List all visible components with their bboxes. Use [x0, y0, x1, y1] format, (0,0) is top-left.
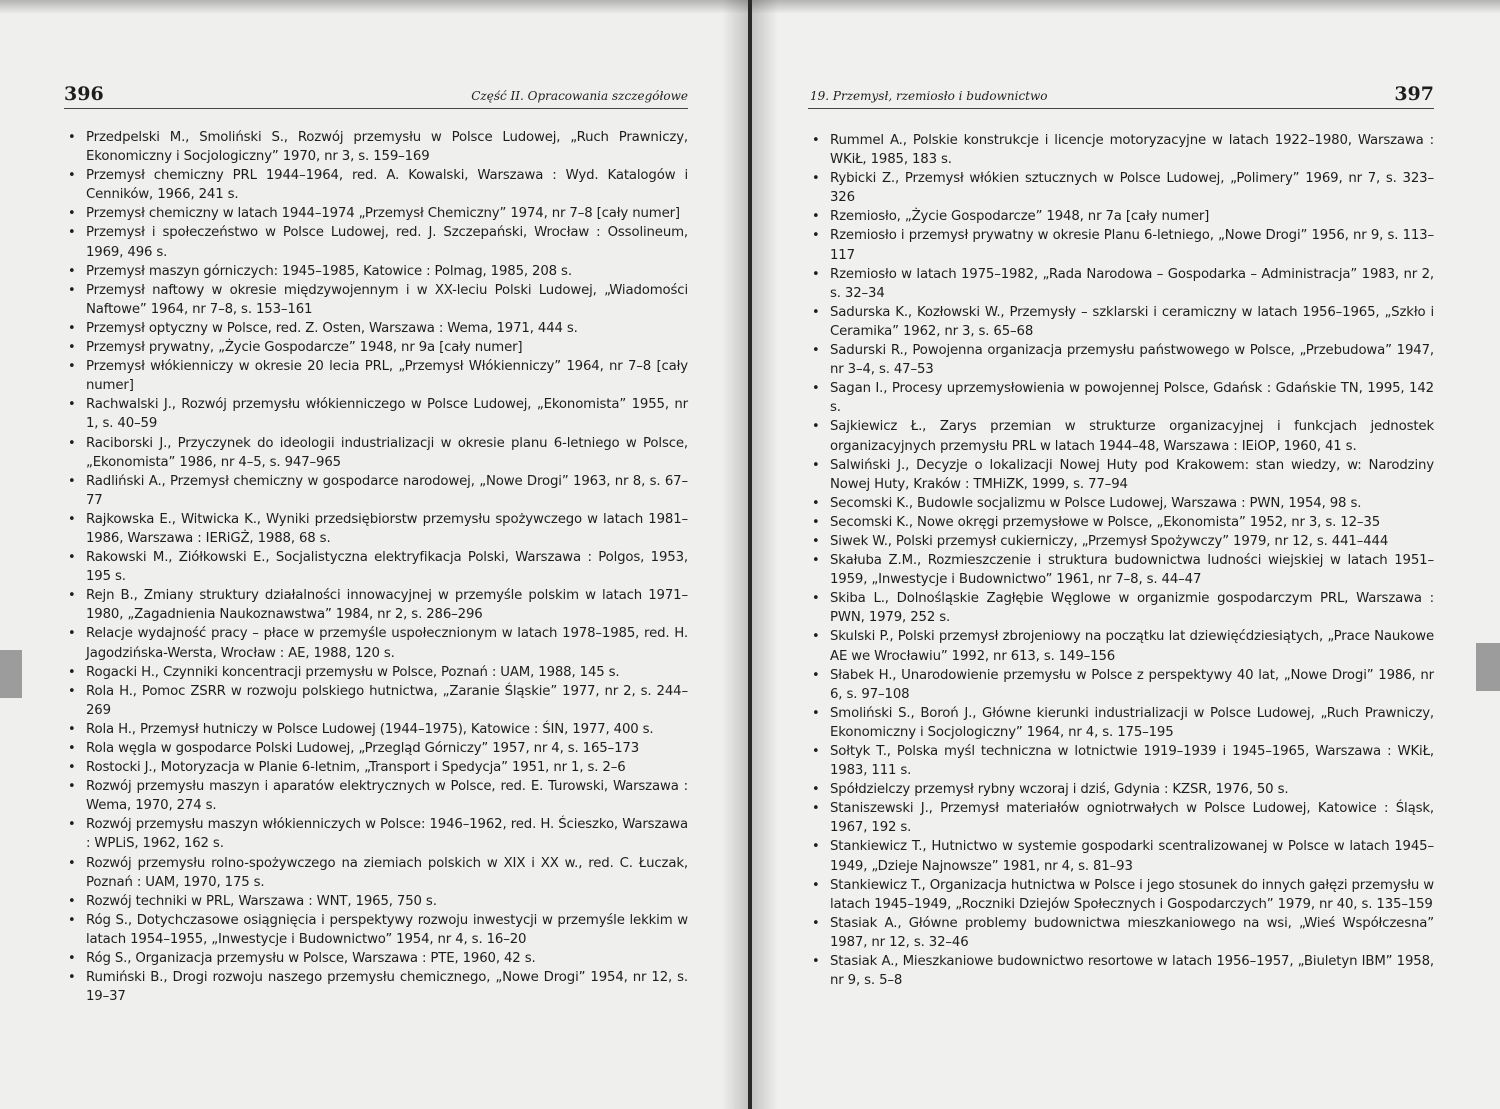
entry-text: Sagan I., Procesy uprzemysłowienia w powojennej Polsce, Gdańsk : Gdańskie TN, 1995, 142 s.: [830, 381, 1434, 416]
bibliography-entry: [808, 532, 1434, 551]
entry-text: Siwek W., Polski przemysł cukierniczy, „Przemysł Spożywczy” 1979, nr 12, s. 441–444: [830, 533, 1389, 549]
right-page: [752, 0, 1500, 1109]
bibliography-entry: [808, 131, 1434, 169]
entry-text: Rumiński B., Drogi rozwoju naszego przemysłu chemicznego, „Nowe Drogi” 1954, nr 12, s. 19–37: [86, 970, 688, 1005]
bullet-icon: •: [68, 721, 76, 737]
entry-text: Róg S., Dotychczasowe osiągnięcia i perspektywy rozwoju inwestycji w przemyśle lekkim w latach 1954–1955, „Inwestycje i Budownictwo” 1954, nr 4, s. 16–20: [86, 912, 688, 947]
bullet-icon: •: [812, 228, 820, 244]
bibliography-entry: [64, 586, 688, 624]
entry-text: Rola H., Przemysł hutniczy w Polsce Ludowej (1944–1975), Katowice : ŚIN, 1977, 400 s.: [86, 721, 654, 737]
bullet-icon: •: [812, 304, 820, 320]
bullet-icon: •: [812, 782, 820, 798]
bullet-icon: •: [68, 320, 76, 336]
bibliography-entry: [808, 780, 1434, 799]
entry-text: Rozwój techniki w PRL, Warszawa : WNT, 1965, 750 s.: [86, 893, 437, 909]
bullet-icon: •: [812, 343, 820, 359]
bibliography-entry: [64, 548, 688, 586]
bibliography-entry: [64, 949, 688, 968]
bibliography-entry: [808, 627, 1434, 665]
bullet-icon: •: [812, 591, 820, 607]
bullet-icon: •: [68, 282, 76, 298]
bibliography-entry: [808, 456, 1434, 494]
bullet-icon: •: [812, 801, 820, 817]
entry-text: Skulski P., Polski przemysł zbrojeniowy na początku lat dziewięćdziesiątych, „Prace Naukowe AE we Wrocławiu” 1992, nr 613, s. 149–156: [830, 629, 1434, 664]
entry-text: Rzemiosło, „Życie Gospodarcze” 1948, nr 7a [cały numer]: [830, 209, 1210, 225]
bullet-icon: •: [68, 626, 76, 642]
bibliography-entry: [808, 207, 1434, 226]
entry-text: Rozwój przemysłu maszyn i aparatów elektrycznych w Polsce, red. E. Turowski, Warszawa : Wema, 1970, 274 s.: [86, 779, 688, 814]
entry-text: Rzemiosło i przemysł prywatny w okresie Planu 6-letniego, „Nowe Drogi” 1956, nr 9, s. 113–117: [830, 228, 1434, 263]
bullet-icon: •: [68, 397, 76, 413]
bibliography-entry: [64, 472, 688, 510]
entry-text: Rzemiosło w latach 1975–1982, „Rada Narodowa – Gospodarka – Administracja” 1983, nr 2, s. 32–34: [830, 266, 1434, 301]
entry-text: Sadurski R., Powojenna organizacja przemysłu państwowego w Polsce, „Przebudowa” 1947, nr 3–4, s. 47–53: [830, 343, 1434, 378]
bullet-icon: •: [68, 550, 76, 566]
bullet-icon: •: [812, 954, 820, 970]
page-number: 396: [64, 83, 104, 105]
bullet-icon: •: [68, 473, 76, 489]
bibliography-entry: [808, 799, 1434, 837]
thumb-index-tab-left: [0, 650, 22, 698]
bibliography-list-left: [64, 128, 688, 1006]
bullet-icon: •: [68, 683, 76, 699]
left-page-header: [64, 78, 688, 109]
page-number: 397: [1394, 83, 1434, 105]
bullet-icon: •: [68, 912, 76, 928]
entry-text: Smoliński S., Boroń J., Główne kierunki industrializacji w Polsce Ludowej, „Ruch Prawniczy, Ekonomiczny i Socjologiczny” 1964, nr 4, s. 175–195: [830, 705, 1434, 740]
bibliography-entry: [64, 682, 688, 720]
entry-text: Stasiak A., Mieszkaniowe budownictwo resortowe w latach 1956–1957, „Biuletyn IBM” 1958, nr 9, s. 5–8: [830, 954, 1434, 989]
bullet-icon: •: [68, 970, 76, 986]
bullet-icon: •: [812, 209, 820, 225]
bullet-icon: •: [812, 133, 820, 148]
entry-text: Rola H., Pomoc ZSRR w rozwoju polskiego hutnictwa, „Zaranie Śląskie” 1977, nr 2, s. 244–269: [86, 683, 688, 718]
bullet-icon: •: [812, 266, 820, 282]
bullet-icon: •: [812, 419, 820, 435]
bullet-icon: •: [812, 705, 820, 721]
bullet-icon: •: [68, 263, 76, 279]
bullet-icon: •: [812, 839, 820, 855]
bibliography-entry: [808, 704, 1434, 742]
bullet-icon: •: [68, 741, 76, 756]
bibliography-entry: [64, 663, 688, 682]
entry-text: Sadurska K., Kozłowski W., Przemysły – szklarski i ceramiczny w latach 1956–1965, „Szkło i Ceramika” 1962, nr 3, s. 65–68: [830, 304, 1434, 339]
bibliography-entry: [64, 319, 688, 338]
entry-text: Relacje wydajność pracy – płace w przemyśle uspołecznionym w latach 1978–1985, red. H. Jagodzińska-Wersta, Wrocław : AE, 1988, 120 s.: [86, 626, 688, 661]
bibliography-entry: [64, 777, 688, 815]
bullet-icon: •: [68, 359, 76, 375]
entry-text: Rummel A., Polskie konstrukcje i licencje motoryzacyjne w latach 1922–1980, Warszawa : WKiŁ, 1985, 183 s.: [830, 133, 1434, 168]
bullet-icon: •: [68, 664, 76, 680]
entry-text: Rajkowska E., Witwicka K., Wyniki przedsiębiorstw przemysłu spożywczego w latach 1981–1986, Warszawa : IERiGŻ, 1988, 68 s.: [86, 511, 688, 546]
thumb-index-tab-right: [1476, 643, 1500, 691]
entry-text: Rachwalski J., Rozwój przemysłu włókienniczego w Polsce Ludowej, „Ekonomista” 1955, nr 1, s. 40–59: [86, 397, 688, 432]
entry-text: Staniszewski J., Przemysł materiałów ogniotrwałych w Polsce Ludowej, Katowice : Śląsk, 1967, 192 s.: [830, 801, 1434, 836]
bibliography-entry: [64, 395, 688, 433]
entry-text: Spółdzielczy przemysł rybny wczoraj i dziś, Gdynia : KZSR, 1976, 50 s.: [830, 782, 1289, 798]
right-page-header: [808, 78, 1434, 109]
bibliography-entry: [808, 666, 1434, 704]
bibliography-entry: [64, 854, 688, 892]
bullet-icon: •: [812, 553, 820, 569]
bibliography-entry: [64, 968, 688, 1006]
entry-text: Przemysł prywatny, „Życie Gospodarcze” 1948, nr 9a [cały numer]: [86, 340, 523, 356]
running-header: 19. Przemysł, rzemiosło i budownictwo: [810, 89, 1048, 103]
bullet-icon: •: [68, 951, 76, 967]
bullet-icon: •: [812, 533, 820, 549]
bibliography-entry: [64, 262, 688, 281]
bullet-icon: •: [812, 495, 820, 511]
entry-text: Rybicki Z., Przemysł włókien sztucznych w Polsce Ludowej, „Polimery” 1969, nr 7, s. 323–326: [830, 171, 1434, 206]
bibliography-entry: [64, 128, 688, 166]
entry-text: Radliński A., Przemysł chemiczny w gospodarce narodowej, „Nowe Drogi” 1963, nr 8, s. 67–77: [86, 473, 688, 508]
bibliography-entry: [64, 892, 688, 911]
bibliography-entry: [808, 169, 1434, 207]
entry-text: Skałuba Z.M., Rozmieszczenie i struktura budownictwa ludności wiejskiej w latach 1951–1959, „Inwestycje i Budownictwo” 1961, nr 7–8, s. 44–47: [830, 553, 1434, 588]
entry-text: Rejn B., Zmiany struktury działalności innowacyjnej w przemyśle polskim w latach 1971–1980, „Zagadnienia Naukoznawstwa” 1984, nr 2, s. 286–296: [86, 588, 688, 623]
entry-text: Rola węgla w gospodarce Polski Ludowej, „Przegląd Górniczy” 1957, nr 4, s. 165–173: [86, 741, 640, 756]
bibliography-entry: [64, 758, 688, 777]
bibliography-entry: [64, 510, 688, 548]
entry-text: Stankiewicz T., Hutnictwo w systemie gospodarki scentralizowanej w Polsce w latach 1945–1949, „Dzieje Najnowsze” 1981, nr 4, s. 81–93: [830, 839, 1434, 874]
bullet-icon: •: [68, 588, 76, 604]
gutter-shadow-left: [722, 0, 748, 1109]
running-header: Część II. Opracowania szczegółowe: [471, 89, 688, 103]
top-edge-shadow: [0, 0, 748, 14]
bullet-icon: •: [68, 760, 76, 776]
entry-text: Przemysł chemiczny w latach 1944–1974 „Przemysł Chemiczny” 1974, nr 7–8 [cały numer]: [86, 206, 680, 222]
entry-text: Raciborski J., Przyczynek do ideologii industrializacji w okresie planu 6-letniego w Polsce, „Ekonomista” 1986, nr 4–5, s. 947–965: [86, 435, 688, 470]
entry-text: Salwiński J., Decyzje o lokalizacji Nowej Huty pod Krakowem: stan wiedzy, w: Narodziny Nowej Huty, Kraków : TMHiZK, 1999, s. 77–94: [830, 457, 1434, 492]
bullet-icon: •: [812, 457, 820, 473]
bullet-icon: •: [68, 779, 76, 795]
bullet-icon: •: [812, 877, 820, 893]
bullet-icon: •: [68, 435, 76, 451]
bullet-icon: •: [68, 340, 76, 356]
entry-text: Przemysł optyczny w Polsce, red. Z. Osten, Warszawa : Wema, 1971, 444 s.: [86, 320, 578, 336]
entry-text: Skiba L., Dolnośląskie Zagłębie Węglowe w organizmie gospodarczym PRL, Warszawa : PWN, 1979, 252 s.: [830, 591, 1434, 626]
bibliography-entry: [808, 589, 1434, 627]
entry-text: Przemysł maszyn górniczych: 1945–1985, Katowice : Polmag, 1985, 208 s.: [86, 263, 572, 279]
bullet-icon: •: [812, 667, 820, 683]
bibliography-entry: [808, 341, 1434, 379]
bibliography-entry: [64, 338, 688, 357]
bibliography-list-right: [808, 131, 1434, 990]
bullet-icon: •: [68, 130, 76, 145]
left-page: [0, 0, 748, 1109]
bibliography-entry: [808, 494, 1434, 513]
entry-text: Rostocki J., Motoryzacja w Planie 6-letnim, „Transport i Spedycja” 1951, nr 1, s. 2–6: [86, 760, 626, 776]
bullet-icon: •: [68, 206, 76, 222]
entry-text: Przemysł i społeczeństwo w Polsce Ludowej, red. J. Szczepański, Wrocław : Ossolineum, 1969, 496 s.: [86, 225, 688, 260]
bibliography-entry: [808, 876, 1434, 914]
bullet-icon: •: [812, 629, 820, 645]
bullet-icon: •: [812, 171, 820, 187]
bullet-icon: •: [68, 855, 76, 871]
bullet-icon: •: [812, 744, 820, 759]
entry-text: Sołtyk T., Polska myśl techniczna w lotnictwie 1919–1939 i 1945–1965, Warszawa : WKiŁ, 1983, 111 s.: [830, 744, 1434, 779]
entry-text: Słabek H., Unarodowienie przemysłu w Polsce z perspektywy 40 lat, „Nowe Drogi” 1986, nr 6, s. 97–108: [830, 667, 1434, 702]
bibliography-entry: [64, 815, 688, 853]
bibliography-entry: [64, 204, 688, 223]
bibliography-entry: [64, 223, 688, 261]
bibliography-entry: [64, 624, 688, 662]
bibliography-entry: [808, 952, 1434, 990]
entry-text: Rogacki H., Czynniki koncentracji przemysłu w Polsce, Poznań : UAM, 1988, 145 s.: [86, 664, 620, 680]
bibliography-entry: [808, 417, 1434, 455]
bibliography-entry: [808, 914, 1434, 952]
bullet-icon: •: [68, 817, 76, 833]
entry-text: Przemysł naftowy w okresie międzywojennym i w XX-leciu Polski Ludowej, „Wiadomości Naftowe” 1964, nr 7–8, s. 153–161: [86, 282, 688, 317]
bibliography-entry: [64, 357, 688, 395]
bullet-icon: •: [68, 511, 76, 527]
entry-text: Przemysł włókienniczy w okresie 20 lecia PRL, „Przemysł Włókienniczy” 1964, nr 7–8 [cały numer]: [86, 359, 688, 394]
entry-text: Rakowski M., Ziółkowski E., Socjalistyczna elektryfikacja Polski, Warszawa : Polgos, 1953, 195 s.: [86, 550, 688, 585]
bibliography-entry: [808, 303, 1434, 341]
bibliography-entry: [64, 434, 688, 472]
bibliography-entry: [808, 226, 1434, 264]
entry-text: Stankiewicz T., Organizacja hutnictwa w Polsce i jego stosunek do innych gałęzi przemysłu w latach 1945–1949, „Roczniki Dziejów Społecznych i Gospodarczych” 1979, nr 40, s. 135–159: [830, 877, 1434, 912]
entry-text: Stasiak A., Główne problemy budownictwa mieszkaniowego na wsi, „Wieś Współczesna” 1987, nr 12, s. 32–46: [830, 915, 1434, 950]
bullet-icon: •: [68, 893, 76, 909]
entry-text: Secomski K., Budowle socjalizmu w Polsce Ludowej, Warszawa : PWN, 1954, 98 s.: [830, 495, 1362, 511]
bibliography-entry: [64, 720, 688, 739]
bullet-icon: •: [68, 225, 76, 241]
bibliography-entry: [808, 742, 1434, 780]
bibliography-entry: [808, 379, 1434, 417]
bullet-icon: •: [812, 381, 820, 397]
entry-text: Przemysł chemiczny PRL 1944–1964, red. A. Kowalski, Warszawa : Wyd. Katalogów i Cenników, 1966, 241 s.: [86, 168, 688, 203]
bibliography-entry: [808, 513, 1434, 532]
bibliography-entry: [808, 265, 1434, 303]
bullet-icon: •: [68, 168, 76, 184]
top-edge-shadow: [752, 0, 1500, 14]
bibliography-entry: [64, 166, 688, 204]
entry-text: Secomski K., Nowe okręgi przemysłowe w Polsce, „Ekonomista” 1952, nr 3, s. 12–35: [830, 514, 1381, 530]
bibliography-entry: [64, 281, 688, 319]
bibliography-entry: [64, 739, 688, 758]
bullet-icon: •: [812, 915, 820, 931]
entry-text: Rozwój przemysłu rolno-spożywczego na ziemiach polskich w XIX i XX w., red. C. Łuczak, Poznań : UAM, 1970, 175 s.: [86, 855, 688, 890]
entry-text: Przedpelski M., Smoliński S., Rozwój przemysłu w Polsce Ludowej, „Ruch Prawniczy, Ekonomiczny i Socjologiczny” 1970, nr 3, s. 159–169: [86, 130, 688, 165]
bullet-icon: •: [812, 514, 820, 530]
entry-text: Róg S., Organizacja przemysłu w Polsce, Warszawa : PTE, 1960, 42 s.: [86, 951, 536, 967]
bibliography-entry: [808, 551, 1434, 589]
bibliography-entry: [808, 837, 1434, 875]
entry-text: Sajkiewicz Ł., Zarys przemian w strukturze organizacyjnej i funkcjach jednostek organizacyjnych przemysłu PRL w latach 1944–48, Warszawa : IEiOP, 1960, 41 s.: [830, 419, 1434, 454]
entry-text: Rozwój przemysłu maszyn włókienniczych w Polsce: 1946–1962, red. H. Ścieszko, Warszawa : WPLiS, 1962, 162 s.: [86, 817, 688, 852]
gutter-shadow-right: [752, 0, 778, 1109]
bibliography-entry: [64, 911, 688, 949]
